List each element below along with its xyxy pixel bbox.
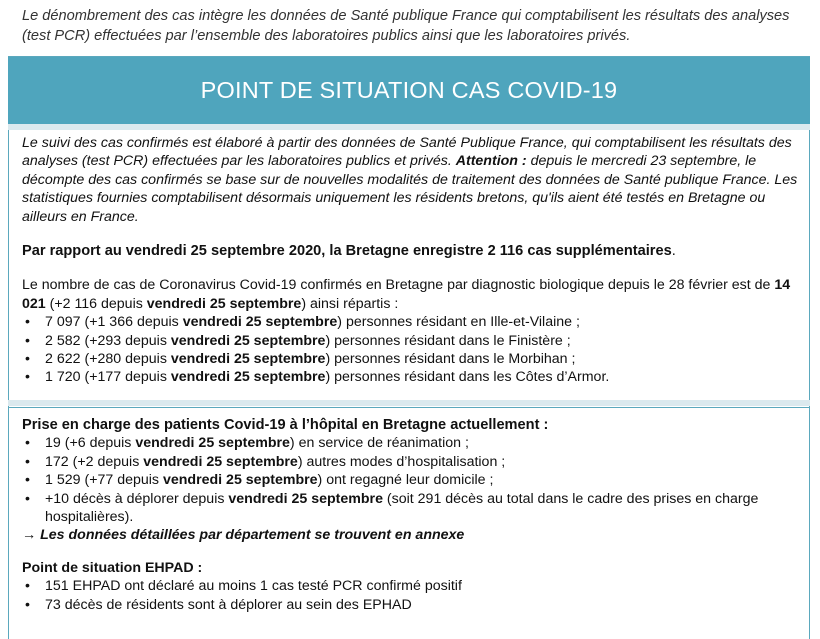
item-date: vendredi 25 septembre bbox=[135, 435, 290, 452]
list-item: • 19 (+6 depuis vendredi 25 septembre) en service de réanimation ; bbox=[25, 435, 469, 452]
list-item bbox=[22, 490, 802, 527]
hospital-section bbox=[22, 416, 802, 614]
departement-list bbox=[22, 313, 802, 387]
annex-note: → Les données détaillées par département se trouvent en annexe bbox=[22, 527, 465, 544]
item-text: personnes résidant en Ille-et-Vilaine ; bbox=[345, 314, 580, 331]
suivi-text: Le suivi des cas confirmés est élaboré à partir des données de Santé Publique France, qui comptabilisent les résultats des analyses (test PCR) effectuées par les laboratoires publics et privés. bbox=[22, 135, 792, 170]
headline-end: . bbox=[671, 243, 676, 260]
ehpad-list bbox=[22, 577, 802, 614]
item-text: 73 décès de résidents sont à déplorer au sein des EPHAD bbox=[45, 596, 412, 613]
bullet: • bbox=[25, 369, 30, 386]
item-count: 19 bbox=[45, 435, 61, 452]
bullet: • bbox=[25, 332, 30, 349]
item-delta: +6 bbox=[69, 435, 86, 452]
bullet: • bbox=[25, 435, 30, 452]
item-count: 2 622 bbox=[45, 351, 81, 368]
item-count: 1 720 bbox=[45, 369, 81, 386]
item-since: depuis bbox=[136, 314, 179, 331]
item-since: depuis bbox=[125, 351, 167, 368]
item-delta: +1 366 bbox=[89, 314, 133, 331]
attention-label: Attention : bbox=[455, 153, 527, 170]
list-item: • 1 529 (+77 depuis vendredi 25 septembre) ont regagné leur domicile ; bbox=[25, 472, 494, 489]
item-count: 7 097 bbox=[45, 314, 81, 331]
item-text: personnes résidant dans le Morbihan ; bbox=[334, 351, 576, 368]
ehpad-title: Point de situation EHPAD : bbox=[22, 559, 203, 576]
banner-title: POINT DE SITUATION CAS COVID-19 bbox=[200, 77, 618, 104]
list-item: • 2 622 (+280 depuis vendredi 25 septembre) personnes résidant dans le Morbihan ; bbox=[25, 351, 576, 368]
list-item: • 1 720 (+177 depuis vendredi 25 septembre) personnes résidant dans les Côtes d’Armor. bbox=[25, 369, 610, 386]
bullet: • bbox=[25, 490, 30, 507]
item-count: 1 529 bbox=[45, 472, 81, 489]
total-paragraph bbox=[22, 276, 802, 313]
item-text: personnes résidant dans les Côtes d’Armor. bbox=[334, 369, 610, 386]
list-item bbox=[22, 596, 802, 614]
deces-suffix: (soit 291 décès au total dans le cadre des prises en charge hospitalières). bbox=[45, 490, 759, 526]
total-value: 14 021 bbox=[22, 277, 791, 312]
banner-band bbox=[8, 124, 810, 130]
list-item bbox=[22, 577, 802, 595]
item-count: 2 582 bbox=[45, 332, 81, 349]
item-delta: +177 bbox=[89, 369, 122, 386]
item-text: personnes résidant dans le Finistère ; bbox=[334, 332, 571, 349]
section-band bbox=[8, 400, 810, 406]
hopital-list bbox=[22, 434, 802, 526]
item-date: vendredi 25 septembre bbox=[170, 332, 326, 349]
attention-text: depuis le mercredi 23 septembre, le décompte des cas confirmés se base sur de nouvelles modalités de traitement des données de Santé publique France. Les statistiques fournies comptabilisent désormais uniquement les résidents bretons, qu'ils aient été testés en Bretagne ou ailleurs en France. bbox=[22, 153, 798, 225]
item-delta: +280 bbox=[89, 351, 122, 368]
bullet: • bbox=[25, 453, 30, 470]
cases-section bbox=[22, 134, 802, 387]
list-item: • 2 582 (+293 depuis vendredi 25 septembre) personnes résidant dans le Finistère ; bbox=[25, 332, 571, 349]
list-item: • 7 097 (+1 366 depuis vendredi 25 septembre) personnes résidant en Ille-et-Vilaine ; bbox=[25, 314, 580, 331]
item-text: 151 EHPAD ont déclaré au moins 1 cas testé PCR confirmé positif bbox=[45, 578, 462, 595]
list-item: • 172 (+2 depuis vendredi 25 septembre) autres modes d’hospitalisation ; bbox=[25, 453, 506, 470]
item-date: vendredi 25 septembre bbox=[170, 351, 326, 368]
hopital-title: Prise en charge des patients Covid-19 à l’hôpital en Bretagne actuellement : bbox=[22, 417, 549, 433]
bullet: • bbox=[25, 314, 30, 331]
item-date: vendredi 25 septembre bbox=[143, 453, 298, 470]
headline bbox=[22, 242, 802, 260]
item-text: en service de réanimation ; bbox=[298, 435, 469, 452]
headline-text: Par rapport au vendredi 25 septembre 2020, la Bretagne enregistre 2 116 cas supplémentaires bbox=[22, 243, 672, 260]
item-date: vendredi 25 septembre bbox=[228, 490, 383, 507]
item-since: depuis bbox=[97, 453, 140, 470]
item-date: vendredi 25 septembre bbox=[170, 369, 326, 386]
item-delta: +2 bbox=[77, 453, 94, 470]
intro-note: Le dénombrement des cas intègre les données de Santé publique France qui comptabilisent les résultats des analyses (test PCR) effectuées par l’ensemble des laboratoires publics ainsi que les laboratoires privés. bbox=[22, 8, 790, 44]
bullet: • bbox=[25, 596, 30, 613]
total-suffix: ) ainsi répartis : bbox=[301, 295, 399, 312]
item-delta: +77 bbox=[89, 472, 114, 489]
bullet: • bbox=[25, 578, 30, 595]
item-since: depuis bbox=[89, 435, 132, 452]
item-since: depuis bbox=[125, 332, 167, 349]
item-text: ont regagné leur domicile ; bbox=[326, 472, 494, 489]
item-since: depuis bbox=[125, 369, 167, 386]
item-count: 172 bbox=[45, 453, 69, 470]
section-banner bbox=[8, 57, 810, 124]
item-since: depuis bbox=[117, 472, 160, 489]
item-delta: +293 bbox=[89, 332, 122, 349]
item-text: autres modes d’hospitalisation ; bbox=[306, 453, 506, 470]
item-date: vendredi 25 septembre bbox=[182, 314, 338, 331]
section-divider bbox=[8, 407, 810, 408]
total-date: vendredi 25 septembre bbox=[146, 295, 302, 312]
item-date: vendredi 25 septembre bbox=[162, 472, 318, 489]
suivi-paragraph bbox=[22, 134, 802, 226]
deces-prefix: +10 décès à déplorer depuis bbox=[45, 490, 225, 507]
bullet: • bbox=[25, 472, 30, 489]
bullet: • bbox=[25, 351, 30, 368]
total-prefix: Le nombre de cas de Coronavirus Covid-19 confirmés en Bretagne par diagnostic biologique depuis le 28 février est de bbox=[22, 277, 775, 294]
total-middle: (+2 116 depuis bbox=[45, 295, 147, 312]
